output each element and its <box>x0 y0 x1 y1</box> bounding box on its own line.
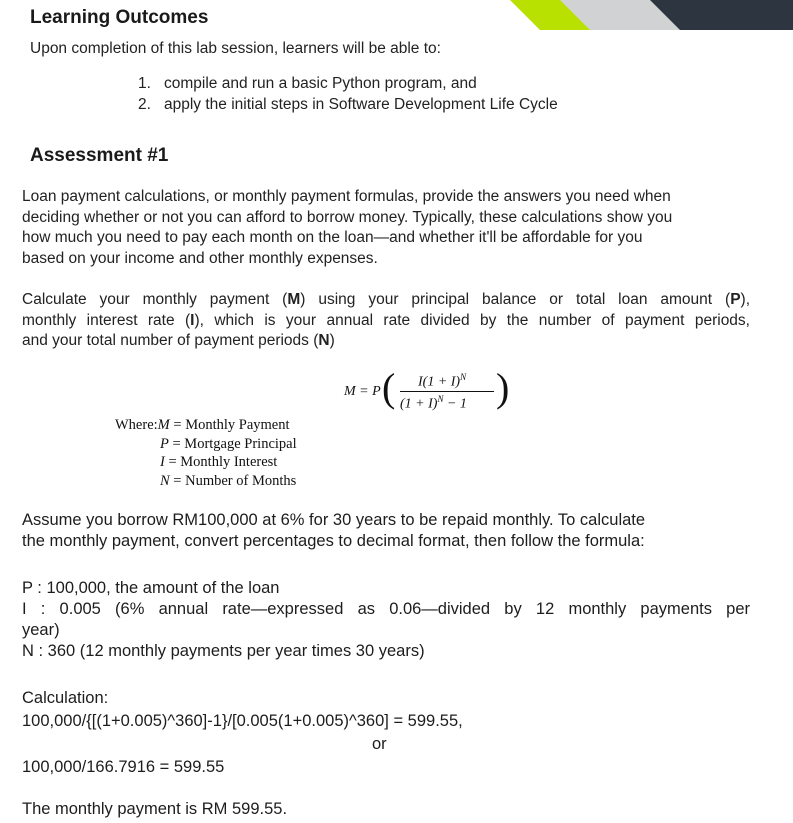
payment-formula <box>344 365 519 420</box>
calculation-or: or <box>372 735 387 753</box>
result-sentence: The monthly payment is RM 599.55. <box>22 800 288 818</box>
learning-outcomes-heading: Learning Outcomes <box>30 7 209 28</box>
fraction-bar <box>400 391 494 392</box>
assessment-heading: Assessment #1 <box>30 145 169 166</box>
learning-intro: Upon completion of this lab session, learners will be able to: <box>30 40 441 57</box>
outcome-item: 1. compile and run a basic Python program, and <box>138 75 477 92</box>
calculation-label: Calculation: <box>22 689 109 707</box>
formula-numerator: $I(1 + I)^N$ <box>418 372 467 390</box>
assumption-paragraph: Assume you borrow RM100,000 at 6% for 30 years to be repaid monthly. To calculate the monthly payment, convert percentages to decimal format, then follow the formula: <box>22 511 646 550</box>
formula-denominator: $(1 + I)^N - 1$ <box>400 394 467 412</box>
calculate-paragraph: Calculate your monthly payment (M) using your principal balance or total loan amount (P), monthly interest rate (I), which is your annual rate divided by the number of payment periods, and your total number of payment periods (N) <box>22 291 750 349</box>
p-value: P : 100,000, the amount of the loan <box>22 579 280 597</box>
i-value: I : 0.005 (6% annual rate—expressed as 0.06—divided by 12 monthly payments per <box>22 600 750 618</box>
variable-legend: Where:M = Monthly Payment P = Mortgage Principal I = Monthly Interest N = Number of Months <box>115 417 297 489</box>
calculation-line-1: 100,000/{[(1+0.005)^360]-1}/[0.005(1+0.005)^360] = 599.55, <box>22 712 463 730</box>
outcomes-list <box>138 74 558 115</box>
calculation-line-2: 100,000/166.7916 = 599.55 <box>22 758 225 776</box>
n-value: N : 360 (12 monthly payments per year times 30 years) <box>22 642 425 660</box>
formula-lhs: M = P <box>344 384 381 399</box>
outcome-item: 2. apply the initial steps in Software Development Life Cycle <box>138 95 558 113</box>
loan-intro-paragraph: Loan payment calculations, or monthly payment formulas, provide the answers you need when deciding whether or not you can afford to borrow money. Typically, these calculations show you how much you need to pay each month on the loan—and whether it'll be affordable for you based on your income and other monthly expenses. <box>22 188 673 267</box>
header-decoration <box>500 0 793 30</box>
variable-values: P : 100,000, the amount of the loan I : 0.005 (6% annual rate—expressed as 0.06—divided by 12 monthly payments per year) N : 360 (12 monthly payments per year times 30 years) <box>22 579 750 660</box>
right-paren: ) <box>496 365 510 410</box>
left-paren: ( <box>382 365 396 410</box>
